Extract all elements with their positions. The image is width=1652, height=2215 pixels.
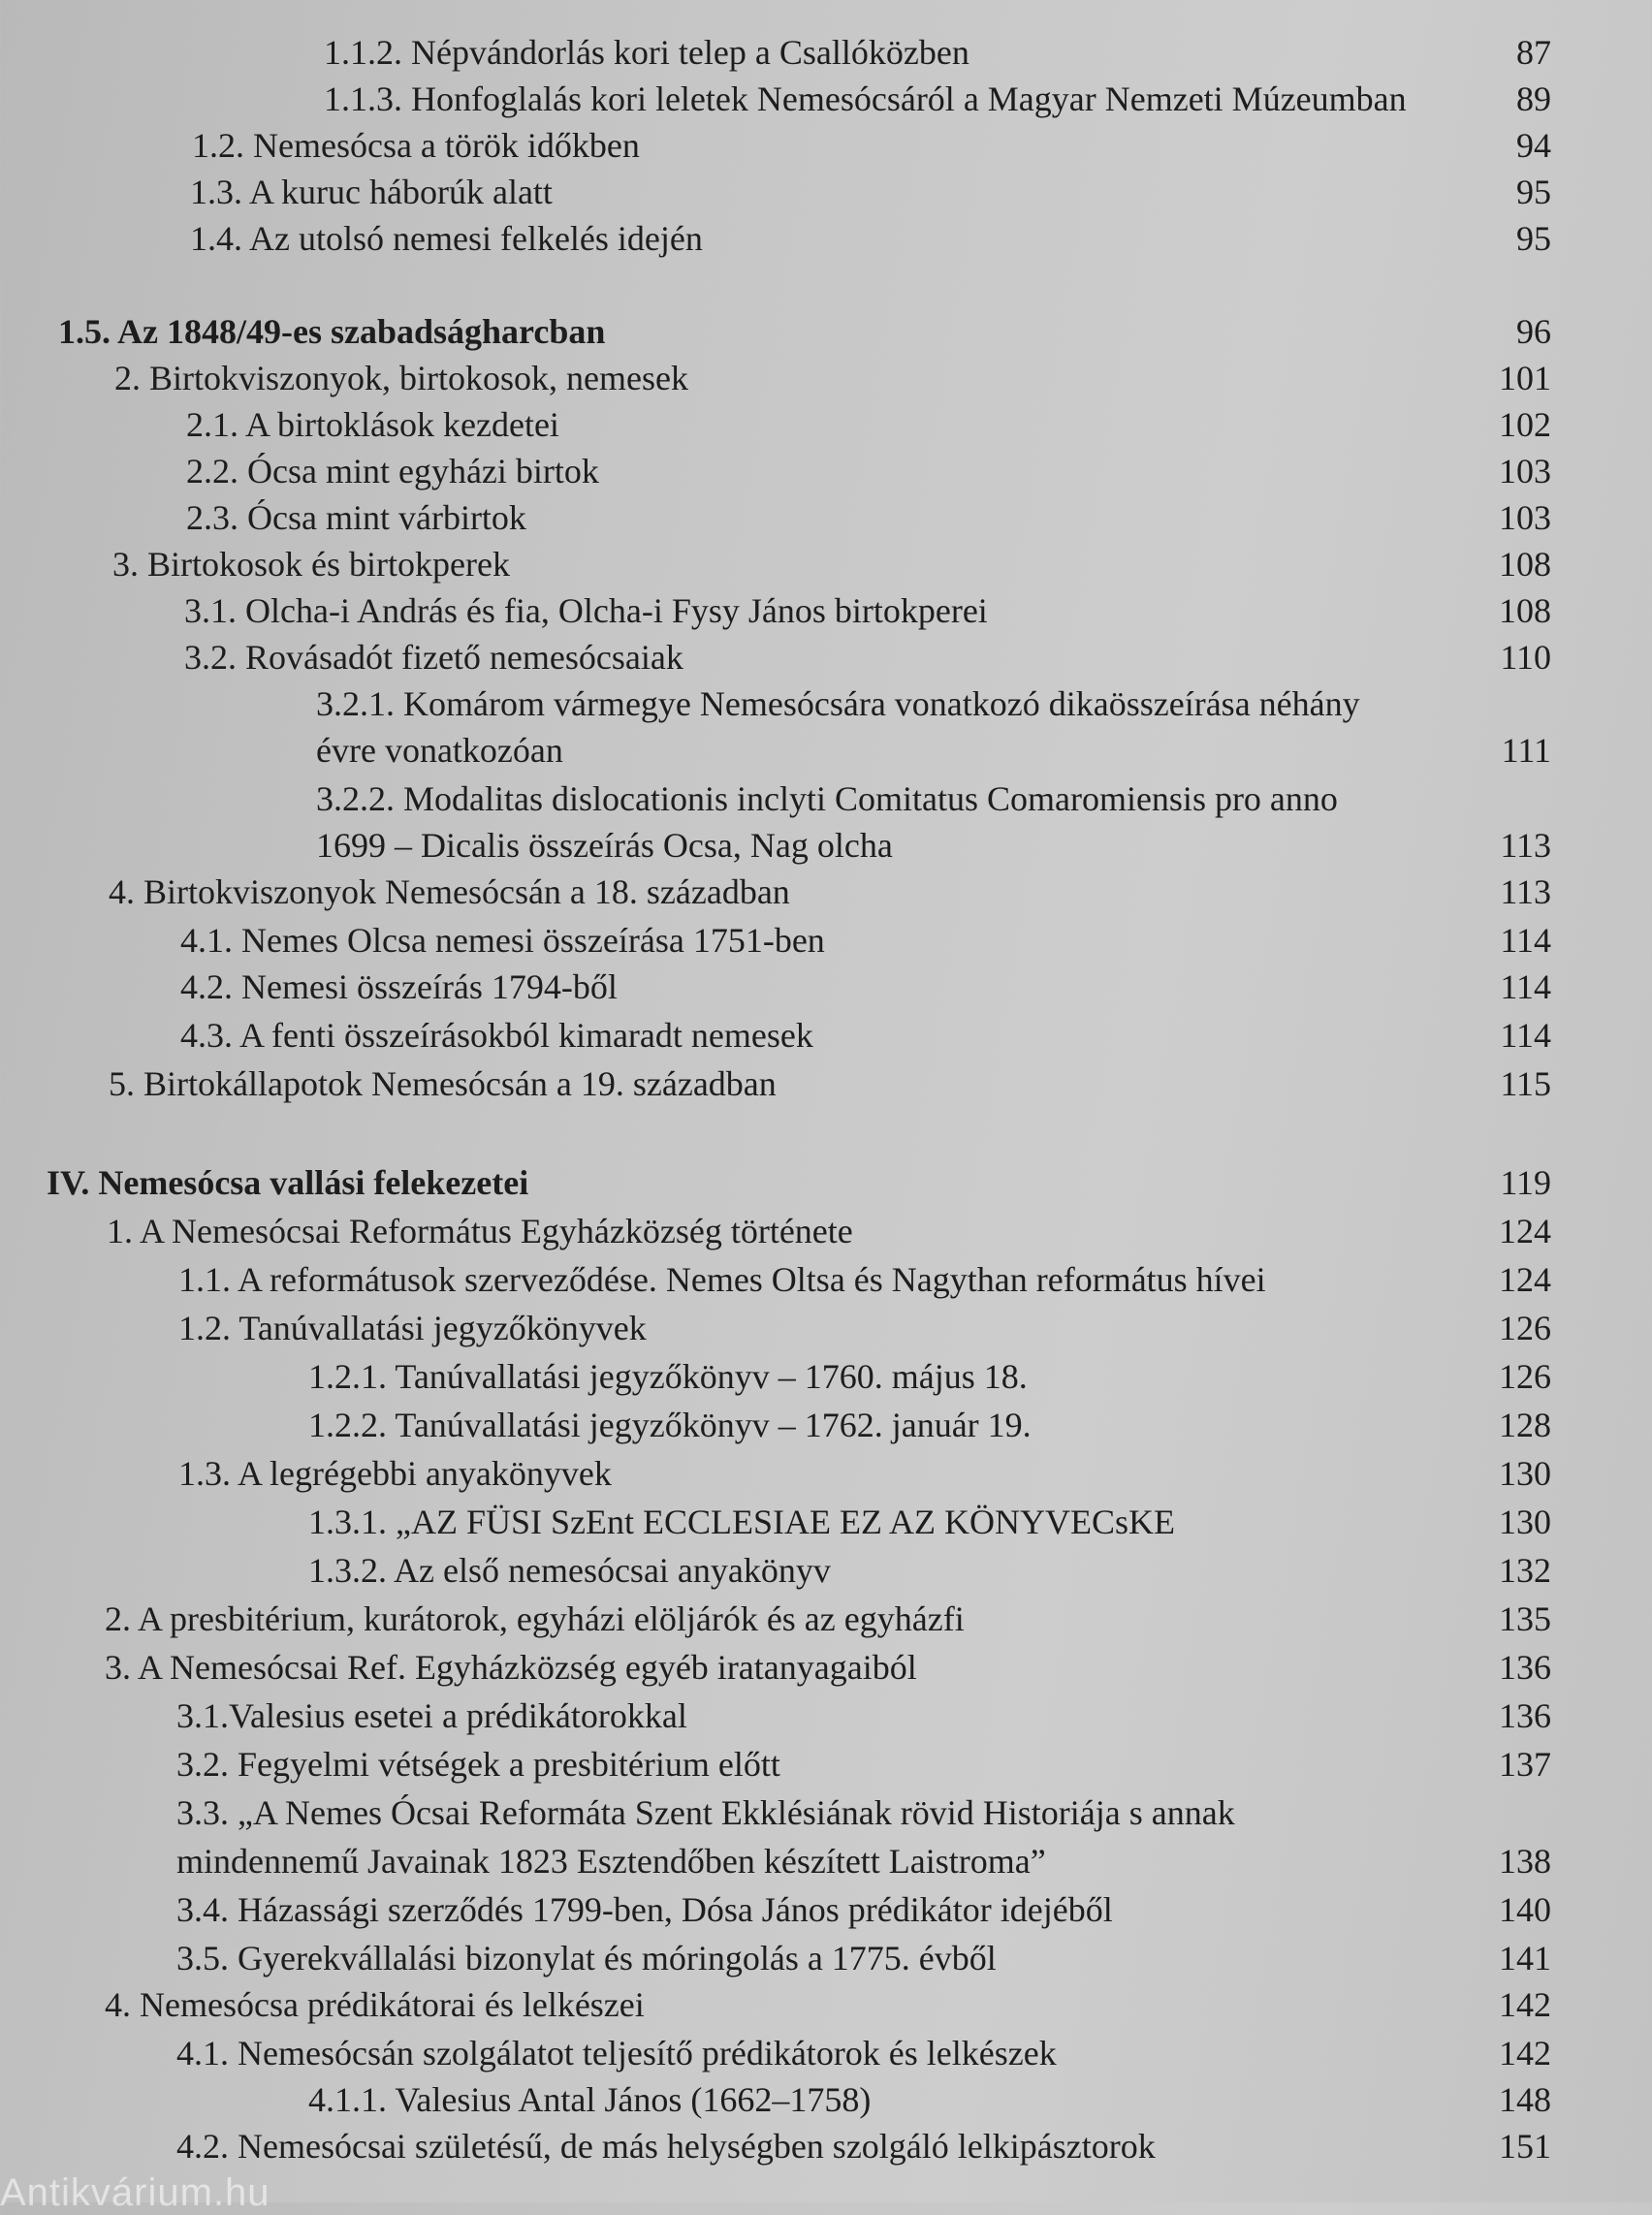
toc-page-number: 124	[1499, 1260, 1551, 1299]
toc-title: 3. A Nemesócsai Ref. Egyházközség egyéb iratanyagaiból	[105, 1648, 917, 1687]
toc-title: 3.2. Rovásadót fizető nemesócsaiak	[184, 638, 683, 677]
toc-page-number: 108	[1499, 591, 1551, 630]
toc-title: évre vonatkozóan	[316, 731, 563, 770]
toc-page-number: 89	[1516, 79, 1551, 118]
toc-title: 5. Birtokállapotok Nemesócsán a 19. században	[109, 1064, 777, 1103]
toc-page-number: 136	[1499, 1648, 1551, 1687]
toc-page-number: 115	[1500, 1064, 1551, 1103]
toc-title: 1.4. Az utolsó nemesi felkelés idején	[190, 219, 703, 258]
toc-page-number: 142	[1499, 2034, 1551, 2073]
toc-page-number: 141	[1499, 1939, 1551, 1978]
toc-page-number: 135	[1499, 1599, 1551, 1638]
toc-title: IV. Nemesócsa vallási felekezetei	[47, 1163, 529, 1202]
toc-title: 1. A Nemesócsai Református Egyházközség története	[107, 1212, 853, 1250]
toc-page-number: 136	[1499, 1696, 1551, 1735]
toc-title: 4. Birtokviszonyok Nemesócsán a 18. században	[109, 872, 790, 911]
toc-page-number: 111	[1501, 731, 1551, 770]
toc-title: 4.1.1. Valesius Antal János (1662–1758)	[308, 2080, 872, 2119]
toc-title: 1.2. Tanúvallatási jegyzőkönyvek	[178, 1309, 647, 1347]
toc-title: 1.3.1. „AZ FÜSI SzEnt ECCLESIAE EZ AZ KÖNYVECsKE	[308, 1503, 1175, 1541]
toc-page-number: 148	[1499, 2080, 1551, 2119]
toc-title: 4.3. A fenti összeírásokból kimaradt nemesek	[180, 1016, 813, 1055]
toc-title: 1699 – Dicalis összeírás Ocsa, Nag olcha	[316, 826, 893, 865]
watermark: Antikvárium.hu	[0, 2171, 270, 2214]
toc-page-number: 114	[1500, 1016, 1551, 1055]
toc-page-number: 126	[1499, 1357, 1551, 1396]
toc-page-number: 124	[1499, 1212, 1551, 1250]
toc-page-number: 114	[1500, 921, 1551, 960]
toc-title: 4.2. Nemesócsai születésű, de más helységben szolgáló lelkipásztorok	[176, 2127, 1156, 2166]
toc-title: 2. Birtokviszonyok, birtokosok, nemesek	[114, 359, 688, 397]
toc-page-number: 95	[1516, 173, 1551, 211]
toc-title: 1.3. A legrégebbi anyakönyvek	[178, 1454, 612, 1493]
toc-title: 3.1.Valesius esetei a prédikátorokkal	[176, 1696, 687, 1735]
toc-title: 3.2. Fegyelmi vétségek a presbitérium előtt	[176, 1745, 780, 1784]
toc-title: 4.2. Nemesi összeírás 1794-ből	[180, 967, 618, 1006]
toc-title: mindennemű Javainak 1823 Esztendőben készített Laistroma”	[176, 1842, 1046, 1881]
toc-title: 1.2.2. Tanúvallatási jegyzőkönyv – 1762. január 19.	[308, 1406, 1032, 1444]
toc-page-number: 102	[1499, 405, 1551, 444]
toc-page-number: 103	[1499, 498, 1551, 537]
toc-page-number: 95	[1516, 219, 1551, 258]
toc-page-number: 130	[1499, 1454, 1551, 1493]
toc-page-number: 87	[1516, 33, 1551, 72]
toc-page-number: 126	[1499, 1309, 1551, 1347]
toc-page-number: 114	[1500, 967, 1551, 1006]
toc-title: 3.2.2. Modalitas dislocationis inclyti Comitatus Comaromiensis pro anno	[316, 779, 1338, 818]
toc-title: 1.1.3. Honfoglalás kori leletek Nemesócsáról a Magyar Nemzeti Múzeumban	[324, 79, 1407, 118]
toc-page-number: 96	[1516, 312, 1551, 351]
toc-title: 2.1. A birtoklások kezdetei	[186, 405, 559, 444]
toc-title: 4. Nemesócsa prédikátorai és lelkészei	[105, 1985, 645, 2024]
toc-page-number: 132	[1499, 1551, 1551, 1590]
toc-page-number: 140	[1499, 1890, 1551, 1929]
toc-page-number: 103	[1499, 452, 1551, 490]
toc-title: 3.2.1. Komárom vármegye Nemesócsára vonatkozó dikaösszeírása néhány	[316, 684, 1360, 723]
toc-title: 3.1. Olcha-i András és fia, Olcha-i Fysy János birtokperei	[184, 591, 988, 630]
toc-title: 4.1. Nemesócsán szolgálatot teljesítő prédikátorok és lelkészek	[176, 2034, 1057, 2073]
toc-page-number: 110	[1500, 638, 1551, 677]
toc-title: 4.1. Nemes Olcsa nemesi összeírása 1751-ben	[180, 921, 825, 960]
toc-page-number: 101	[1499, 359, 1551, 397]
toc-page-number: 128	[1499, 1406, 1551, 1444]
toc-page-number: 94	[1516, 126, 1551, 165]
toc-title: 3. Birtokosok és birtokperek	[112, 545, 510, 584]
toc-title: 1.1.2. Népvándorlás kori telep a Csallóközben	[324, 33, 969, 72]
toc-title: 2.2. Ócsa mint egyházi birtok	[186, 452, 599, 490]
toc-page-number: 113	[1500, 872, 1551, 911]
toc-title: 1.2.1. Tanúvallatási jegyzőkönyv – 1760. május 18.	[308, 1357, 1028, 1396]
toc-title: 1.2. Nemesócsa a török időkben	[192, 126, 640, 165]
toc-page-number: 108	[1499, 545, 1551, 584]
toc-title: 1.1. A reformátusok szerveződése. Nemes Oltsa és Nagythan református hívei	[178, 1260, 1266, 1299]
toc-page-number: 142	[1499, 1985, 1551, 2024]
toc-title: 1.5. Az 1848/49-es szabadságharcban	[58, 312, 606, 351]
toc-page-number: 130	[1499, 1503, 1551, 1541]
toc-page-number: 137	[1499, 1745, 1551, 1784]
toc-title: 2. A presbitérium, kurátorok, egyházi elöljárók és az egyházfi	[105, 1599, 965, 1638]
toc-title: 1.3. A kuruc háborúk alatt	[190, 173, 553, 211]
toc-page-number: 119	[1500, 1163, 1551, 1202]
toc-title: 1.3.2. Az első nemesócsai anyakönyv	[308, 1551, 831, 1590]
toc-title: 3.5. Gyerekvállalási bizonylat és móringolás a 1775. évből	[176, 1939, 997, 1978]
toc-page-number: 113	[1500, 826, 1551, 865]
toc-title: 3.4. Házassági szerződés 1799-ben, Dósa János prédikátor idejéből	[176, 1890, 1113, 1929]
toc-title: 2.3. Ócsa mint várbirtok	[186, 498, 526, 537]
toc-page-number: 138	[1499, 1842, 1551, 1881]
toc-title: 3.3. „A Nemes Ócsai Reformáta Szent Ekklésiának rövid Historiája s annak	[176, 1793, 1235, 1832]
toc-page-number: 151	[1499, 2127, 1551, 2166]
